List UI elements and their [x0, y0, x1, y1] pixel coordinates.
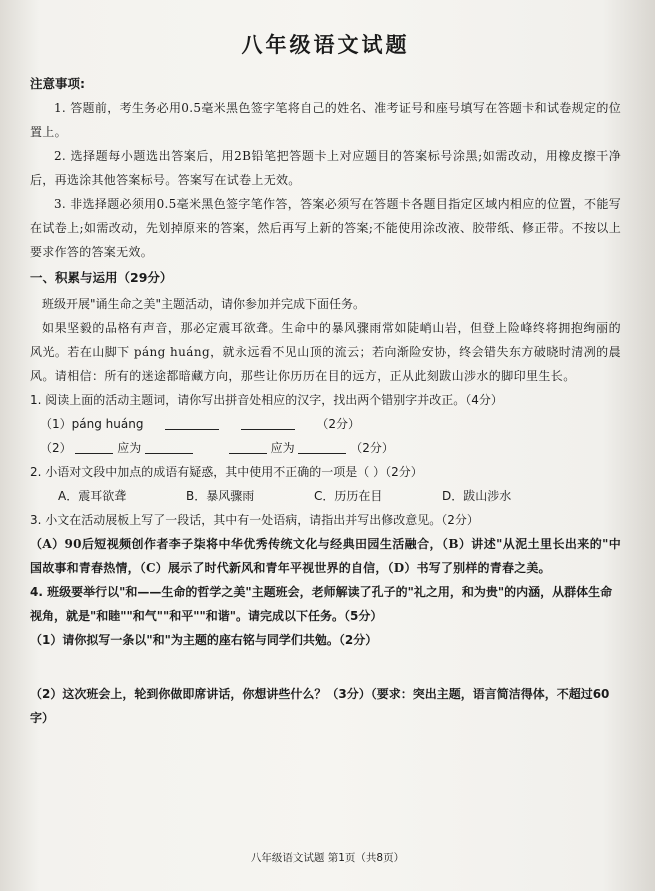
question-2 [30, 460, 621, 508]
answer-blank[interactable] [145, 439, 193, 454]
should-be-label: 应为 [117, 441, 142, 455]
page-title: 八年级语文试题 [241, 33, 410, 57]
activity-intro: 班级开展"诵生命之美"主题活动，请你参加并完成下面任务。 [42, 297, 366, 311]
answer-space[interactable] [30, 652, 621, 682]
should-be-label: 应为 [270, 441, 295, 455]
option-b[interactable]: B．暴风骤雨 [186, 489, 255, 503]
question-1 [30, 388, 621, 460]
question-1-line-1 [30, 412, 621, 436]
question-1-text: 1. 阅读上面的活动主题词，请你写出拼音处相应的汉字，找出两个错别字并改正。（4分） [30, 393, 503, 407]
option-c[interactable]: C．历历在目 [314, 489, 383, 503]
sub-label: （2） [40, 441, 72, 455]
question-3-text: 3. 小文在活动展板上写了一段话，其中有一处语病，请指出并写出修改意见。（2分） [30, 513, 479, 527]
page-footer: 八年级语文试题 第1页（共8页） [250, 852, 405, 864]
notice-item-1: 1. 答题前，考生务必用0.5毫米黑色签字笔将自己的姓名、准考证号和座号填写在答题卡和试卷规定的位置上。 [30, 101, 621, 139]
notice-heading: 注意事项: [30, 76, 85, 91]
option-a[interactable]: A．震耳欲聋 [58, 489, 127, 503]
score-label: （2分） [350, 441, 394, 455]
answer-blank[interactable] [241, 415, 295, 430]
question-4-text: 4. 班级要举行以"和——生命的哲学之美"主题班会，老师解读了孔子的"礼之用，和为贵"的内涵，从群体生命视角，就是"和睦""和气""和平""和谐"。请完成以下任务。（5分） [30, 585, 613, 623]
section-accumulation [30, 266, 621, 730]
question-3-sentence: （A）90后短视频创作者李子柒将中华优秀传统文化与经典田园生活融合，（B）讲述"从泥土里长出来的"中国故事和青春热情，（C）展示了时代新风和青年平视世界的自信，（D）书写了别样的青春之美。 [30, 537, 621, 575]
answer-blank[interactable] [298, 439, 346, 454]
section-heading: 一、积累与运用（29分） [30, 270, 173, 285]
theme-passage: 如果坚毅的品格有声音，那必定震耳欲聋。生命中的暴风骤雨常如陡峭山岩，但登上险峰终将拥抱绚丽的风光。若在山脚下 páng huáng，就永远看不见山顶的流云；若向渐险安协，终会错失东方破晓时清冽的晨风。请相信：所有的迷途都暗藏方向，那些让你历历在目的远方，正从此刻跋山涉水的脚印里生长。 [30, 321, 621, 383]
notice-section [30, 74, 621, 264]
question-2-options [30, 484, 621, 508]
score-label: （2分） [316, 417, 361, 431]
option-d[interactable]: D．跋山涉水 [442, 489, 512, 503]
question-3 [30, 508, 621, 580]
notice-item-2: 2. 选择题每小题选出答案后，用2B铅笔把答题卡上对应题目的答案标号涂黑;如需改动，用橡皮擦干净后，再选涂其他答案标号。答案写在试卷上无效。 [30, 149, 621, 187]
pinyin-label: （1）páng huáng [40, 417, 144, 431]
answer-blank[interactable] [165, 415, 219, 430]
question-4 [30, 580, 621, 730]
question-4-sub-1: （1）请你拟写一条以"和"为主题的座右铭与同学们共勉。（2分） [30, 633, 378, 647]
answer-blank[interactable] [75, 439, 113, 454]
question-1-line-2 [30, 436, 621, 460]
notice-item-3: 3. 非选择题必须用0.5毫米黑色签字笔作答，答案必须写在答题卡各题目指定区域内相应的位置，不能写在试卷上;如需改动，先划掉原来的答案，然后再写上新的答案;不能使用涂改液、胶带纸、修正带。不按以上要求作答的答案无效。 [30, 197, 621, 259]
question-2-text: 2. 小语对文段中加点的成语有疑惑，其中使用不正确的一项是（ ）（2分） [30, 465, 423, 479]
answer-blank[interactable] [229, 439, 267, 454]
question-4-sub-2: （2）这次班会上，轮到你做即席讲话，你想讲些什么？（3分）（要求：突出主题，语言简洁得体，不超过60字） [30, 687, 610, 725]
